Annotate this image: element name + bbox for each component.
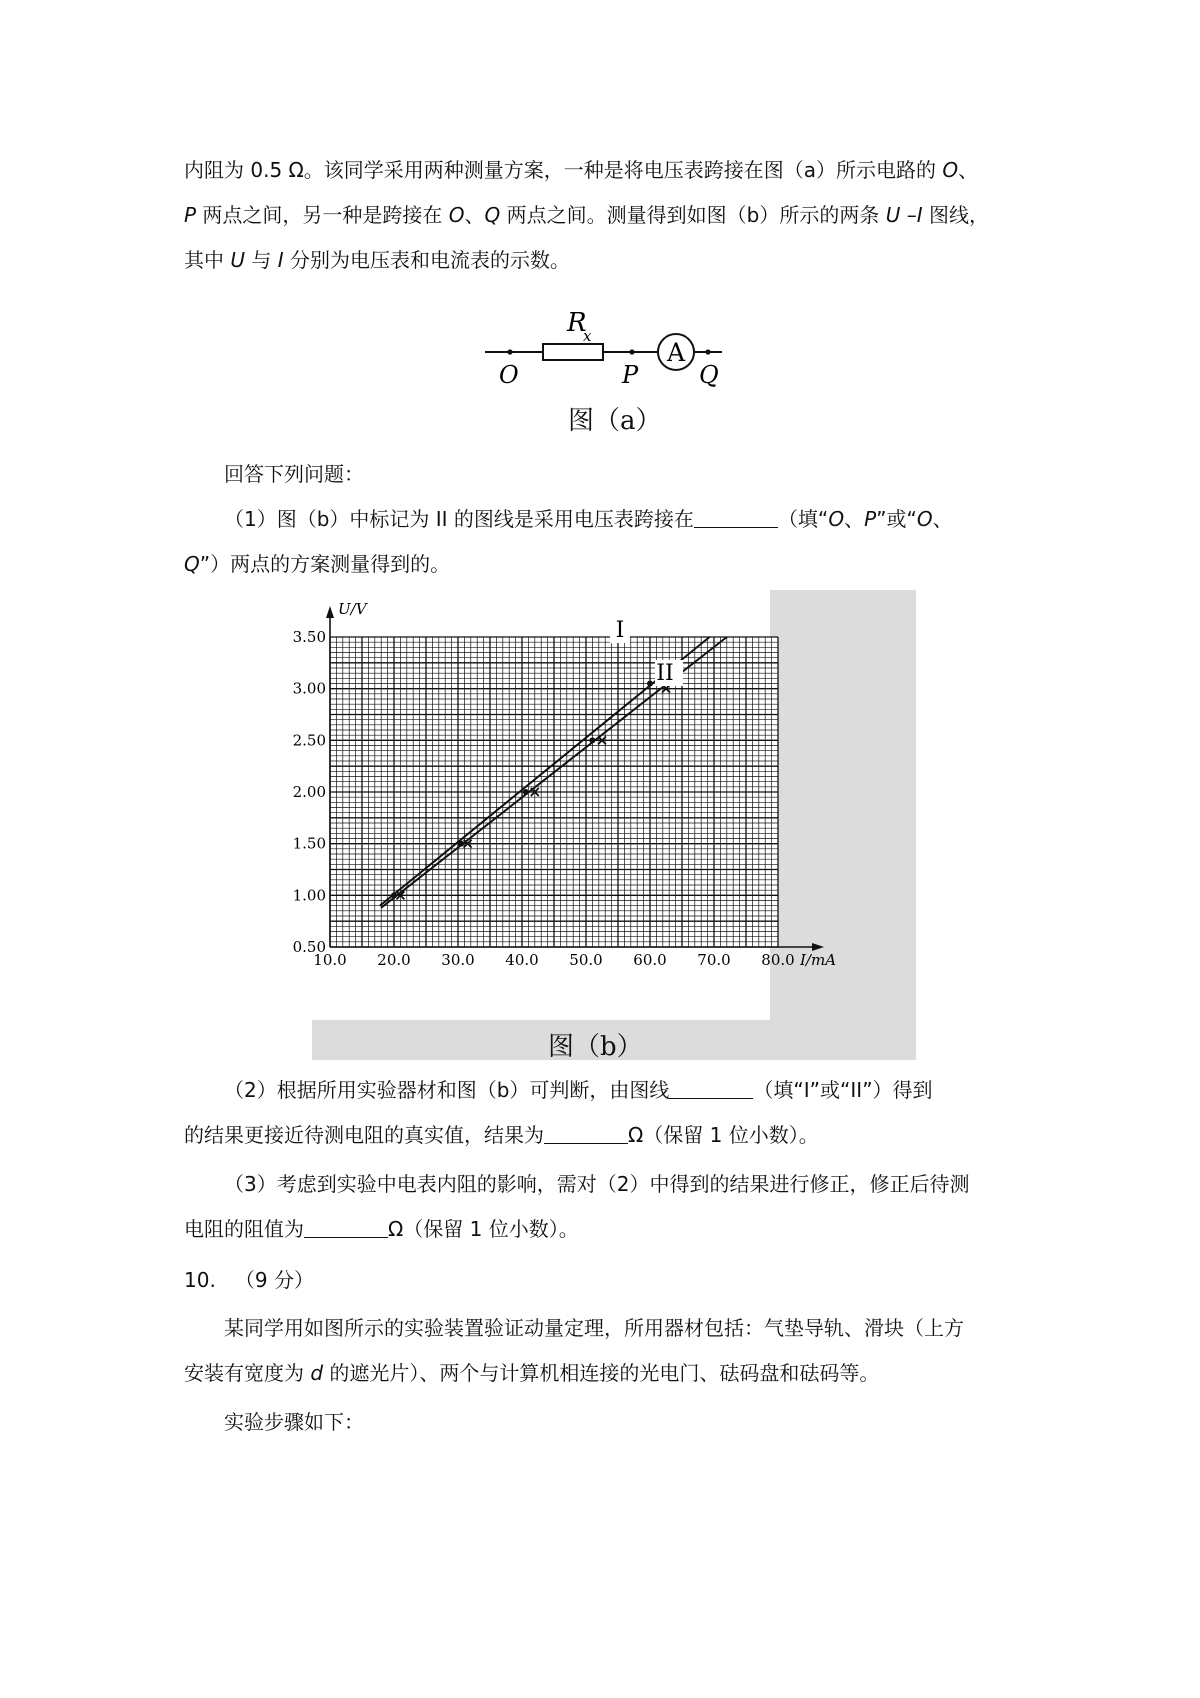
node-p-label: P [622,361,639,389]
intro-text: 、 [464,203,485,227]
q2-text: 的结果更接近待测电阻的真实值，结果为 [184,1123,544,1147]
node-q-dot [705,349,710,354]
y-tick-label: 1.50 [292,834,326,853]
x-tick-label: 40.0 [505,951,539,969]
q2-text: （填“I”或“II”）得到 [753,1078,933,1102]
symbol-u: U [230,248,245,272]
q3-text: 电阻的阻值为 [184,1217,304,1241]
node-o-dot [507,349,512,354]
resistor-subscript: x [583,327,592,345]
q1-text: （填“ [777,507,829,531]
scan-shading [770,590,916,1060]
x-tick-label: 30.0 [441,951,475,969]
question-10-paragraph [184,1306,1024,1396]
y-tick-label: 1.00 [292,886,326,905]
node-q-label: Q [699,361,719,389]
q1-text: ”）两点的方案测量得到的。 [199,552,451,576]
ammeter-label: A [666,338,686,367]
q2-text: Ω（保留 1 位小数）。 [628,1123,819,1147]
x-tick-label: 10.0 [313,951,347,969]
y-tick-label: 2.00 [292,783,326,801]
answer-blank [694,507,778,528]
q1-text: 、 [844,507,865,531]
series-label-I: I [615,618,625,643]
intro-text: 两点之间。测量得到如图（b）所示的两条 [500,203,886,227]
question-1 [184,497,1024,587]
y-axis-label: U/V [338,600,367,618]
answer-blank [304,1217,388,1238]
circuit-diagram [470,300,740,390]
series-label-II: II [656,661,674,686]
q10-text: 安装有宽度为 [184,1361,311,1385]
y-tick-label: 2.50 [292,731,326,750]
x-tick-label: 70.0 [697,951,731,969]
x-tick-label: 20.0 [377,951,411,969]
q3-text: Ω（保留 1 位小数）。 [388,1217,579,1241]
chart-grid [330,637,778,947]
node-p-label: P [184,203,197,227]
q1-text: ”或“ [876,507,917,531]
intro-text: 图线， [922,203,989,227]
intro-paragraph [184,148,1024,283]
resistor-label: R [567,308,587,338]
x-tick-label: 60.0 [633,951,667,969]
question-2 [184,1068,1024,1113]
x-tick-label: 50.0 [569,951,603,969]
answer-blank [544,1123,628,1144]
y-tick-label: 3.00 [292,679,326,698]
y-tick-label: 0.50 [292,938,326,956]
y-tick-label: 3.50 [292,628,326,646]
answer-blank [669,1078,753,1099]
symbol-i: I [277,248,284,272]
question-2-cont [184,1113,1024,1158]
intro-text: – [900,203,917,227]
q1-text: （1）图（b）中标记为 II 的图线是采用电压表跨接在 [224,507,694,531]
node-p-dot [629,349,634,354]
answer-prompt: 回答下列问题： [224,462,364,486]
symbol-u: U [885,203,901,227]
figure-b-caption: 图（b） [548,1032,643,1062]
intro-text: 两点之间，另一种是跨接在 [196,203,449,227]
data-point-I [647,681,653,687]
x-tick-label: 80.0 [761,951,795,969]
q1-text: 、 [932,507,953,531]
question-10-number [184,1265,314,1295]
node-q-label: Q [184,552,200,576]
q10-text: 的遮光片）、两个与计算机相连接的光电门、砝码盘和砝码等。 [323,1361,880,1385]
node-p-label: P [864,507,877,531]
q2-text: （2）根据所用实验器材和图（b）可判断，由图线 [224,1078,670,1102]
u-i-chart [292,590,920,1060]
intro-text: 分别为电压表和电流表的示数。 [283,248,570,272]
node-o-label: O [448,203,465,227]
q3-text: （3）考虑到实验中电表内阻的影响，需对（2）中得到的结果进行修正，修正后待测 [224,1172,970,1196]
figure-a-caption: 图（a） [568,406,662,436]
question-number: 10. [184,1268,216,1292]
experiment-steps-heading: 实验步骤如下： [224,1410,364,1434]
node-o-label: O [916,507,933,531]
intro-text: 与 [245,248,278,272]
question-3-cont [184,1207,1024,1252]
q10-text: 某同学用如图所示的实验装置验证动量定理，所用器材包括：气垫导轨、滑块（上方 [224,1316,964,1340]
node-o-label: O [828,507,845,531]
intro-text: 、 [958,158,979,182]
question-score: （9 分） [234,1268,314,1292]
question-3 [184,1162,1024,1207]
node-o-label: O [499,361,519,389]
symbol-d: d [310,1361,324,1385]
x-axis-label: I/mA [800,951,837,969]
y-axis-arrow [326,606,334,618]
symbol-i: I [916,203,923,227]
intro-text: 内阻为 0.5 Ω。该同学采用两种测量方案，一种是将电压表跨接在图（a）所示电路的 [184,158,943,182]
intro-text: 其中 [184,248,231,272]
resistor-symbol [543,344,603,360]
node-q-label: Q [484,203,501,227]
node-o-label: O [942,158,959,182]
